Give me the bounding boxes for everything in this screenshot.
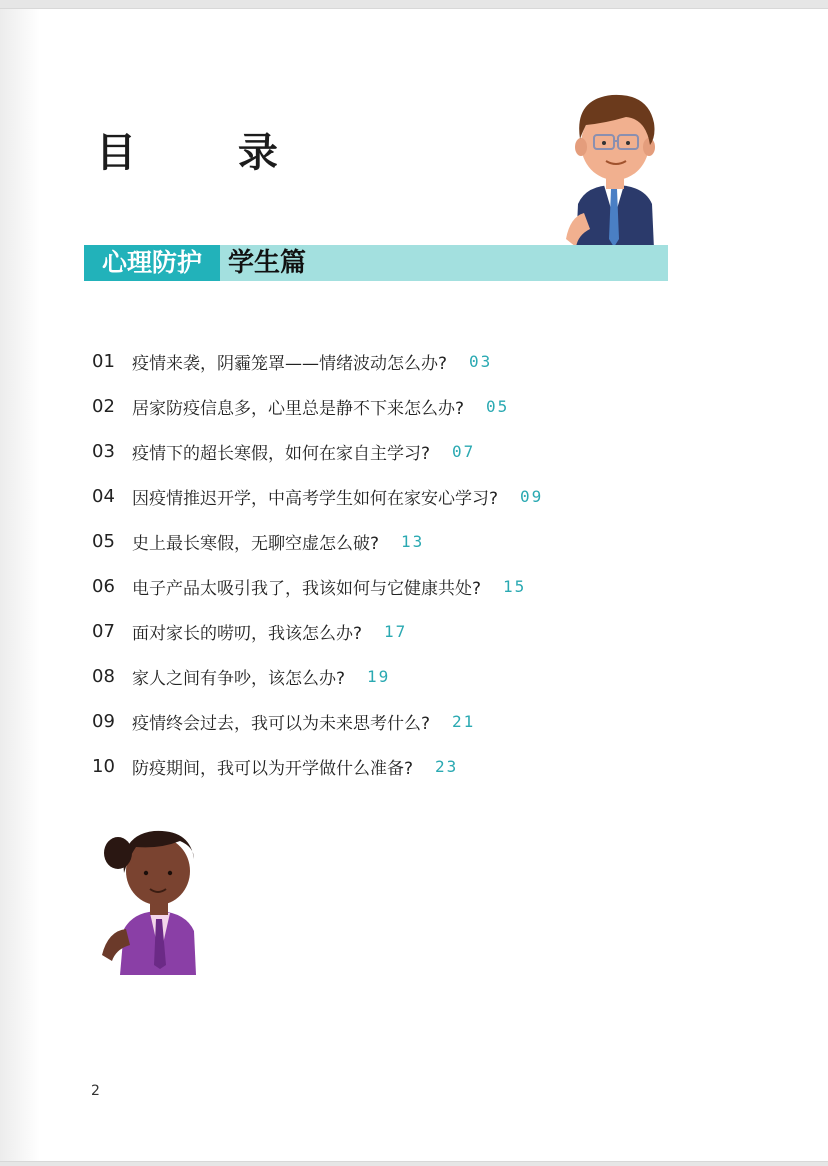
toc-item[interactable] (92, 339, 732, 384)
toc-item-page: 17 (384, 622, 408, 641)
toc-item[interactable] (92, 744, 732, 789)
toc-item[interactable] (92, 699, 732, 744)
toc-item[interactable] (92, 654, 732, 699)
toc-item-number: 03 (92, 441, 115, 462)
toc-item[interactable] (92, 564, 732, 609)
toc-item-title: 家人之间有争吵，该怎么办? (132, 669, 346, 689)
toc-item-page: 19 (367, 667, 391, 686)
page-number: 2 (91, 1083, 100, 1099)
toc-item-title: 疫情终会过去，我可以为未来思考什么? (132, 714, 431, 734)
toc-item-number: 08 (92, 666, 115, 687)
section-subtitle: 学生篇 (228, 248, 307, 278)
toc-item-page: 07 (452, 442, 476, 461)
toc-item-number: 10 (92, 756, 115, 777)
toc-item-page: 13 (401, 532, 425, 551)
toc-item[interactable] (92, 474, 732, 519)
toc-item-page: 21 (452, 712, 476, 731)
toc-item-title: 疫情下的超长寒假，如何在家自主学习? (132, 444, 431, 464)
toc-item-number: 02 (92, 396, 115, 417)
toc-item-number: 04 (92, 486, 115, 507)
toc-item-number: 01 (92, 351, 115, 372)
toc-item-number: 06 (92, 576, 115, 597)
toc-item-number: 05 (92, 531, 115, 552)
section-tag: 心理防护 (84, 245, 220, 281)
toc-item-title: 防疫期间，我可以为开学做什么准备? (132, 759, 414, 779)
girl-in-purple-illustration (90, 819, 220, 975)
toc-item[interactable] (92, 519, 732, 564)
toc-item[interactable] (92, 429, 732, 474)
toc-item-title: 因疫情推迟开学，中高考学生如何在家安心学习? (132, 489, 499, 509)
toc-item-page: 05 (486, 397, 510, 416)
page-edge-shadow (0, 9, 40, 1161)
boy-with-glasses-illustration (556, 89, 674, 249)
toc-item-number: 07 (92, 621, 115, 642)
toc-item-page: 15 (503, 577, 527, 596)
toc-item[interactable] (92, 609, 732, 654)
toc-item[interactable] (92, 384, 732, 429)
page-title: 目 录 (96, 130, 322, 176)
table-of-contents (92, 339, 732, 789)
toc-item-page: 09 (520, 487, 544, 506)
toc-item-number: 09 (92, 711, 115, 732)
toc-item-page: 03 (469, 352, 493, 371)
toc-item-title: 面对家长的唠叨，我该怎么办? (132, 624, 363, 644)
toc-item-title: 史上最长寒假，无聊空虚怎么破? (132, 534, 380, 554)
toc-item-page: 23 (435, 757, 459, 776)
document-page (0, 8, 828, 1162)
toc-item-title: 疫情来袭，阴霾笼罩——情绪波动怎么办? (132, 354, 448, 374)
toc-item-title: 居家防疫信息多，心里总是静不下来怎么办? (132, 399, 465, 419)
toc-item-title: 电子产品太吸引我了，我该如何与它健康共处? (132, 579, 482, 599)
